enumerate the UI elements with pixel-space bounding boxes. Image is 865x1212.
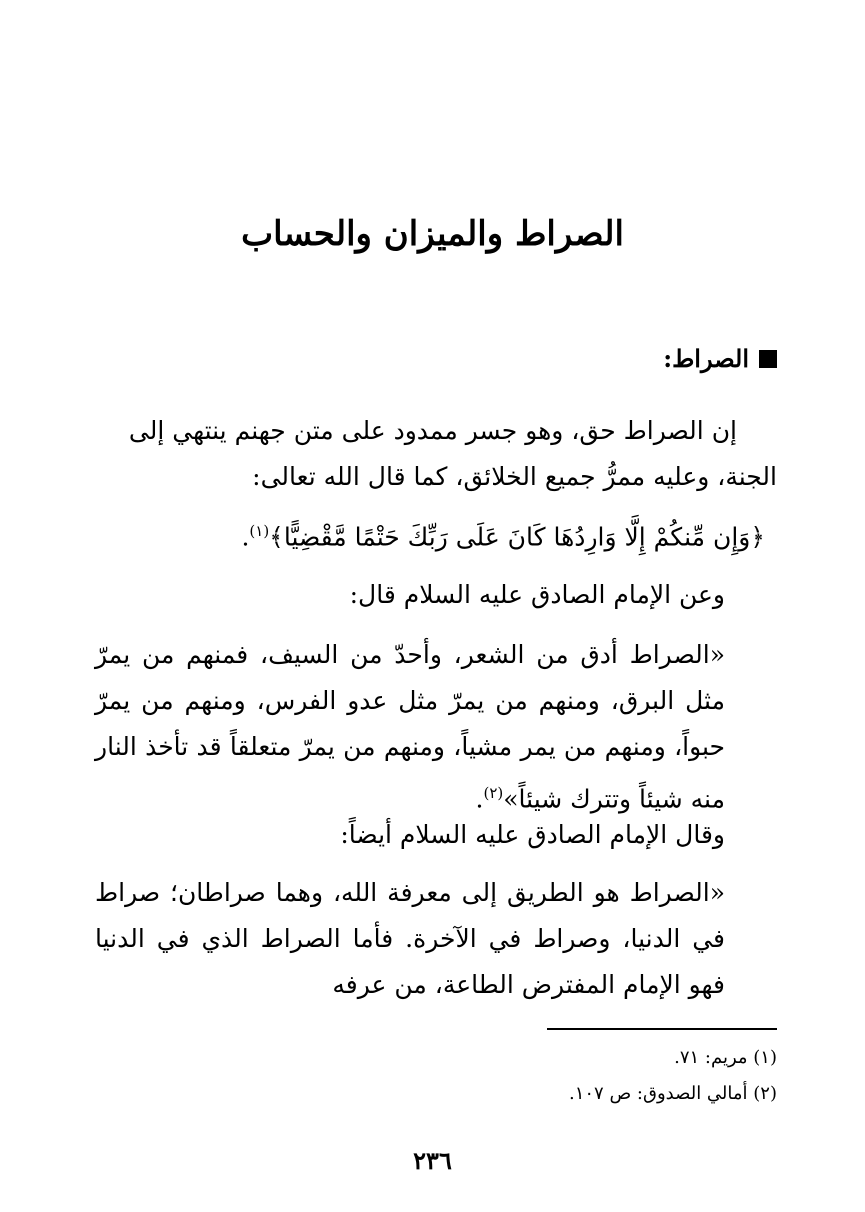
section-heading	[663, 344, 777, 373]
quote-1-end: .	[475, 784, 484, 814]
footnote-1-number: (١)	[753, 1047, 777, 1068]
verse-text: ﴿وَإِن مِّنكُمْ إِلَّا وَارِدُهَا كَانَ عَلَى رَبِّكَ حَتْمًا مَّقْضِيًّا﴾	[269, 522, 765, 552]
narration-quote-2	[95, 870, 725, 1008]
intro-line-2: الجنة، وعليه ممرُّ جميع الخلائق، كما قال الله تعالى:	[252, 462, 777, 491]
square-bullet-icon	[759, 350, 777, 368]
footnote-1-text: مريم: ٧١.	[674, 1047, 748, 1068]
footnote-2-number: (٢)	[753, 1083, 777, 1104]
page-number: ٢٣٦	[413, 1146, 452, 1175]
footnote-2-text: أمالي الصدوق: ص ١٠٧.	[568, 1083, 748, 1104]
footnote-divider	[547, 1028, 777, 1030]
intro-paragraph	[87, 408, 777, 500]
quote-1-footnote-ref[interactable]: (٢)	[483, 784, 504, 802]
footnote-2	[569, 1076, 777, 1112]
verse-end: .	[241, 522, 250, 552]
section-heading-text: الصراط:	[663, 344, 749, 373]
narration-lead-1: وعن الإمام الصادق عليه السلام قال:	[349, 580, 725, 609]
quote-2-text: «الصراط هو الطريق إلى معرفة الله، وهما صراطان؛ صراط في الدنيا، وصراط في الآخرة. فأما الصراط الذي في الدنيا فهو الإمام المفترض الطاعة، من عرفه	[95, 878, 725, 999]
verse-footnote-ref[interactable]: (١)	[249, 522, 270, 540]
quran-verse	[75, 508, 765, 560]
narration-quote-1	[95, 632, 725, 822]
quote-1-text: «الصراط أدق من الشعر، وأحدّ من السيف، فمنهم من يمرّ مثل البرق، ومنهم من يمرّ مثل عدو الفرس، ومنهم من يمرّ حبواً، ومنهم من يمر مشياً، ومنهم من يمرّ متعلقاً قد تأخذ النار منه شيئاً وتترك شيئاً»	[95, 640, 725, 814]
footnotes	[569, 1040, 777, 1112]
footnote-1	[569, 1040, 777, 1076]
page-title: الصراط والميزان والحساب	[241, 214, 624, 254]
intro-line-1: إن الصراط حق، وهو جسر ممدود على متن جهنم ينتهي إلى	[128, 416, 737, 445]
narration-lead-2: وقال الإمام الصادق عليه السلام أيضاً:	[340, 820, 725, 849]
